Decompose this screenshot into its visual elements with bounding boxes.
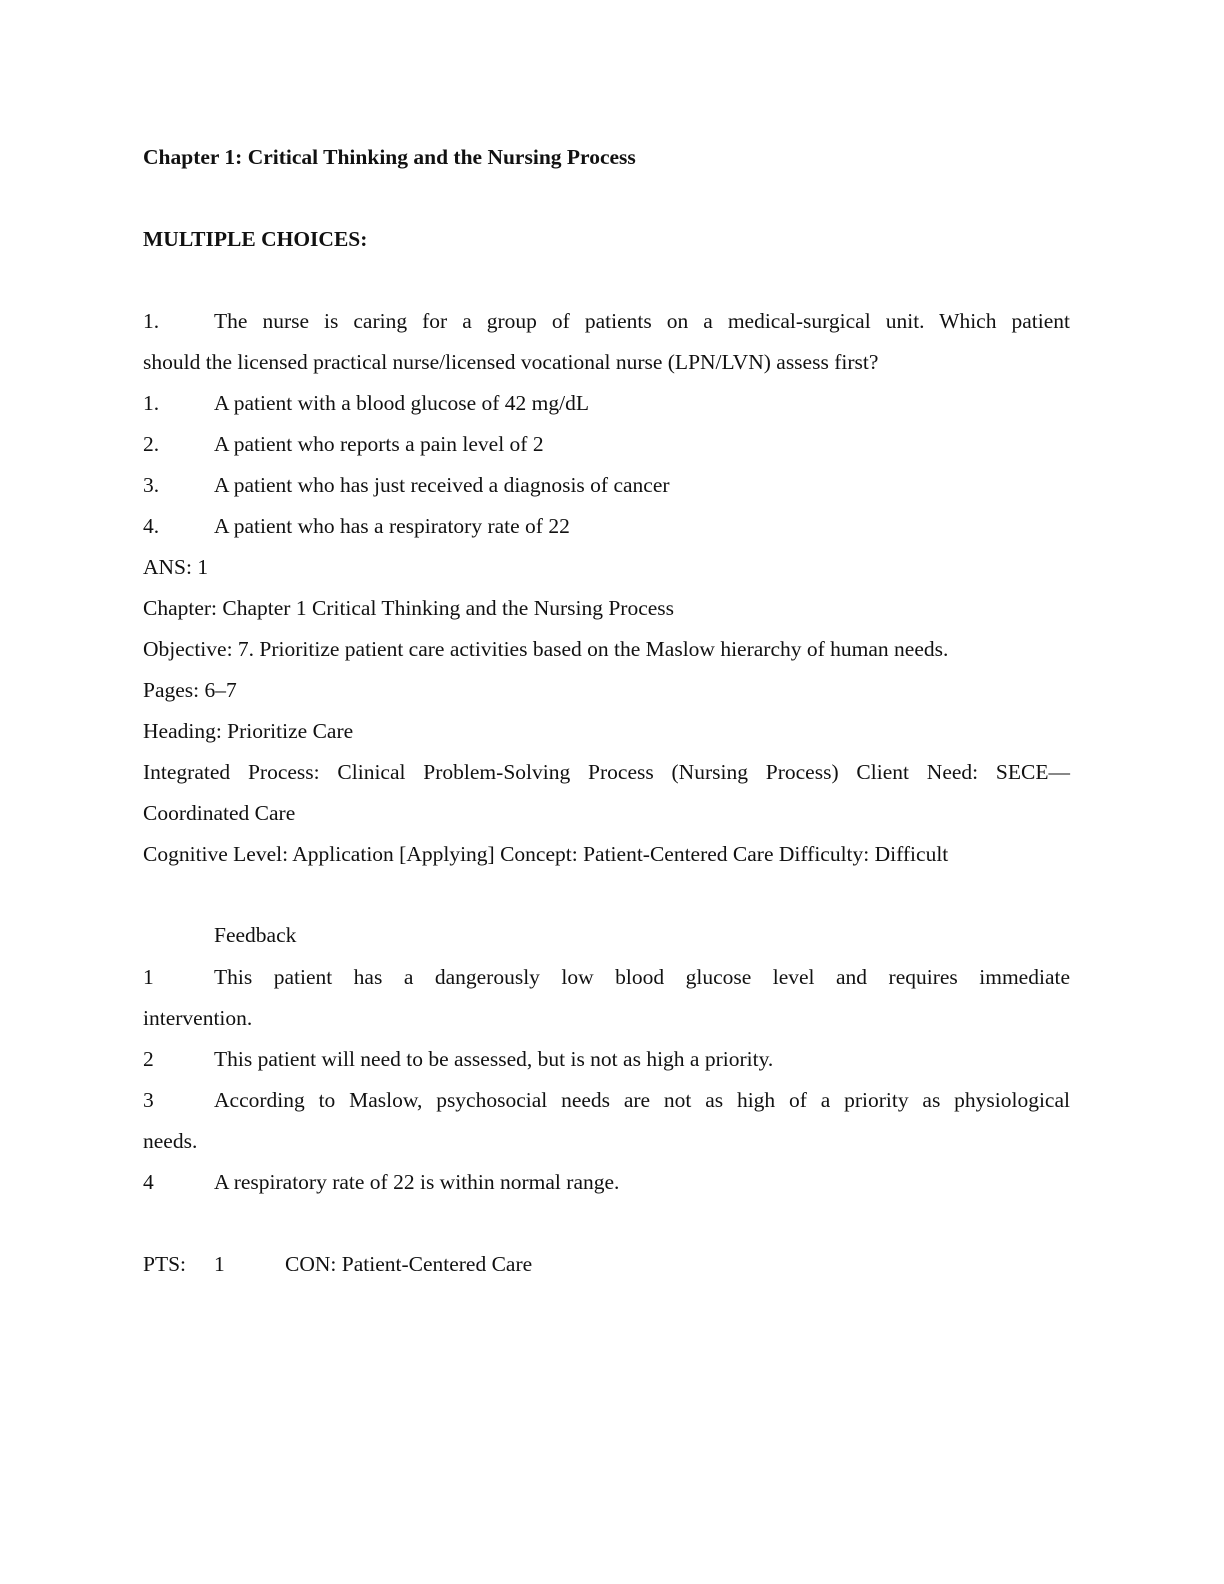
question-stem-line2: should the licensed practical nurse/licensed vocational nurse (LPN/LVN) assess first? — [143, 350, 879, 374]
feedback-text: According to Maslow, psychosocial needs are not as high of a priority as physiological — [214, 1088, 1070, 1112]
integrated-process-line1: Integrated Process: Clinical Problem-Solving Process (Nursing Process) Client Need: SECE— — [143, 760, 1070, 784]
feedback-number: 1 — [143, 965, 154, 989]
answer-line: ANS: 1 — [143, 555, 209, 579]
feedback-text: A respiratory rate of 22 is within normal range. — [214, 1170, 620, 1194]
chapter-title: Chapter 1: Critical Thinking and the Nursing Process — [143, 145, 636, 169]
option-text: A patient who reports a pain level of 2 — [214, 432, 544, 456]
points-line — [143, 1251, 1070, 1277]
cognitive-level-line: Cognitive Level: Application [Applying] Concept: Patient-Centered Care Difficulty: Difficult — [143, 842, 949, 866]
option-number: 4. — [143, 514, 160, 538]
question-number: 1. — [143, 309, 160, 333]
option-number: 1. — [143, 391, 160, 415]
integrated-process-line2: Coordinated Care — [143, 801, 296, 825]
option-text: A patient with a blood glucose of 42 mg/dL — [214, 391, 590, 415]
option-item — [143, 431, 1070, 457]
feedback-text-cont: needs. — [143, 1129, 198, 1153]
points-label: PTS: — [143, 1252, 187, 1276]
feedback-number: 4 — [143, 1170, 154, 1194]
points-value: 1 — [214, 1252, 225, 1276]
feedback-text: This patient has a dangerously low blood glucose level and requires immediate — [214, 965, 1070, 989]
feedback-number: 2 — [143, 1047, 154, 1071]
option-text: A patient who has just received a diagnosis of cancer — [214, 473, 670, 497]
feedback-text: This patient will need to be assessed, but is not as high a priority. — [214, 1047, 774, 1071]
feedback-heading: Feedback — [214, 923, 297, 947]
objective-line: Objective: 7. Prioritize patient care activities based on the Maslow hierarchy of human needs. — [143, 637, 949, 661]
feedback-number: 3 — [143, 1088, 154, 1112]
option-number: 2. — [143, 432, 160, 456]
chapter-line: Chapter: Chapter 1 Critical Thinking and the Nursing Process — [143, 596, 675, 620]
question-stem-text: The nurse is caring for a group of patients on a medical-surgical unit. Which patient — [214, 309, 1070, 333]
feedback-item — [143, 964, 1070, 990]
option-item — [143, 390, 1070, 416]
option-number: 3. — [143, 473, 160, 497]
concept-label: CON: Patient-Centered Care — [285, 1252, 533, 1276]
feedback-text-cont: intervention. — [143, 1006, 253, 1030]
feedback-item — [143, 1087, 1070, 1113]
option-item — [143, 472, 1070, 498]
question-stem-line1 — [143, 308, 1070, 334]
document-page — [143, 0, 1070, 1584]
option-text: A patient who has a respiratory rate of 22 — [214, 514, 570, 538]
section-title: MULTIPLE CHOICES: — [143, 227, 368, 251]
feedback-item — [143, 1046, 1070, 1072]
feedback-item — [143, 1169, 1070, 1195]
option-item — [143, 513, 1070, 539]
heading-line: Heading: Prioritize Care — [143, 719, 354, 743]
pages-line: Pages: 6–7 — [143, 678, 237, 702]
